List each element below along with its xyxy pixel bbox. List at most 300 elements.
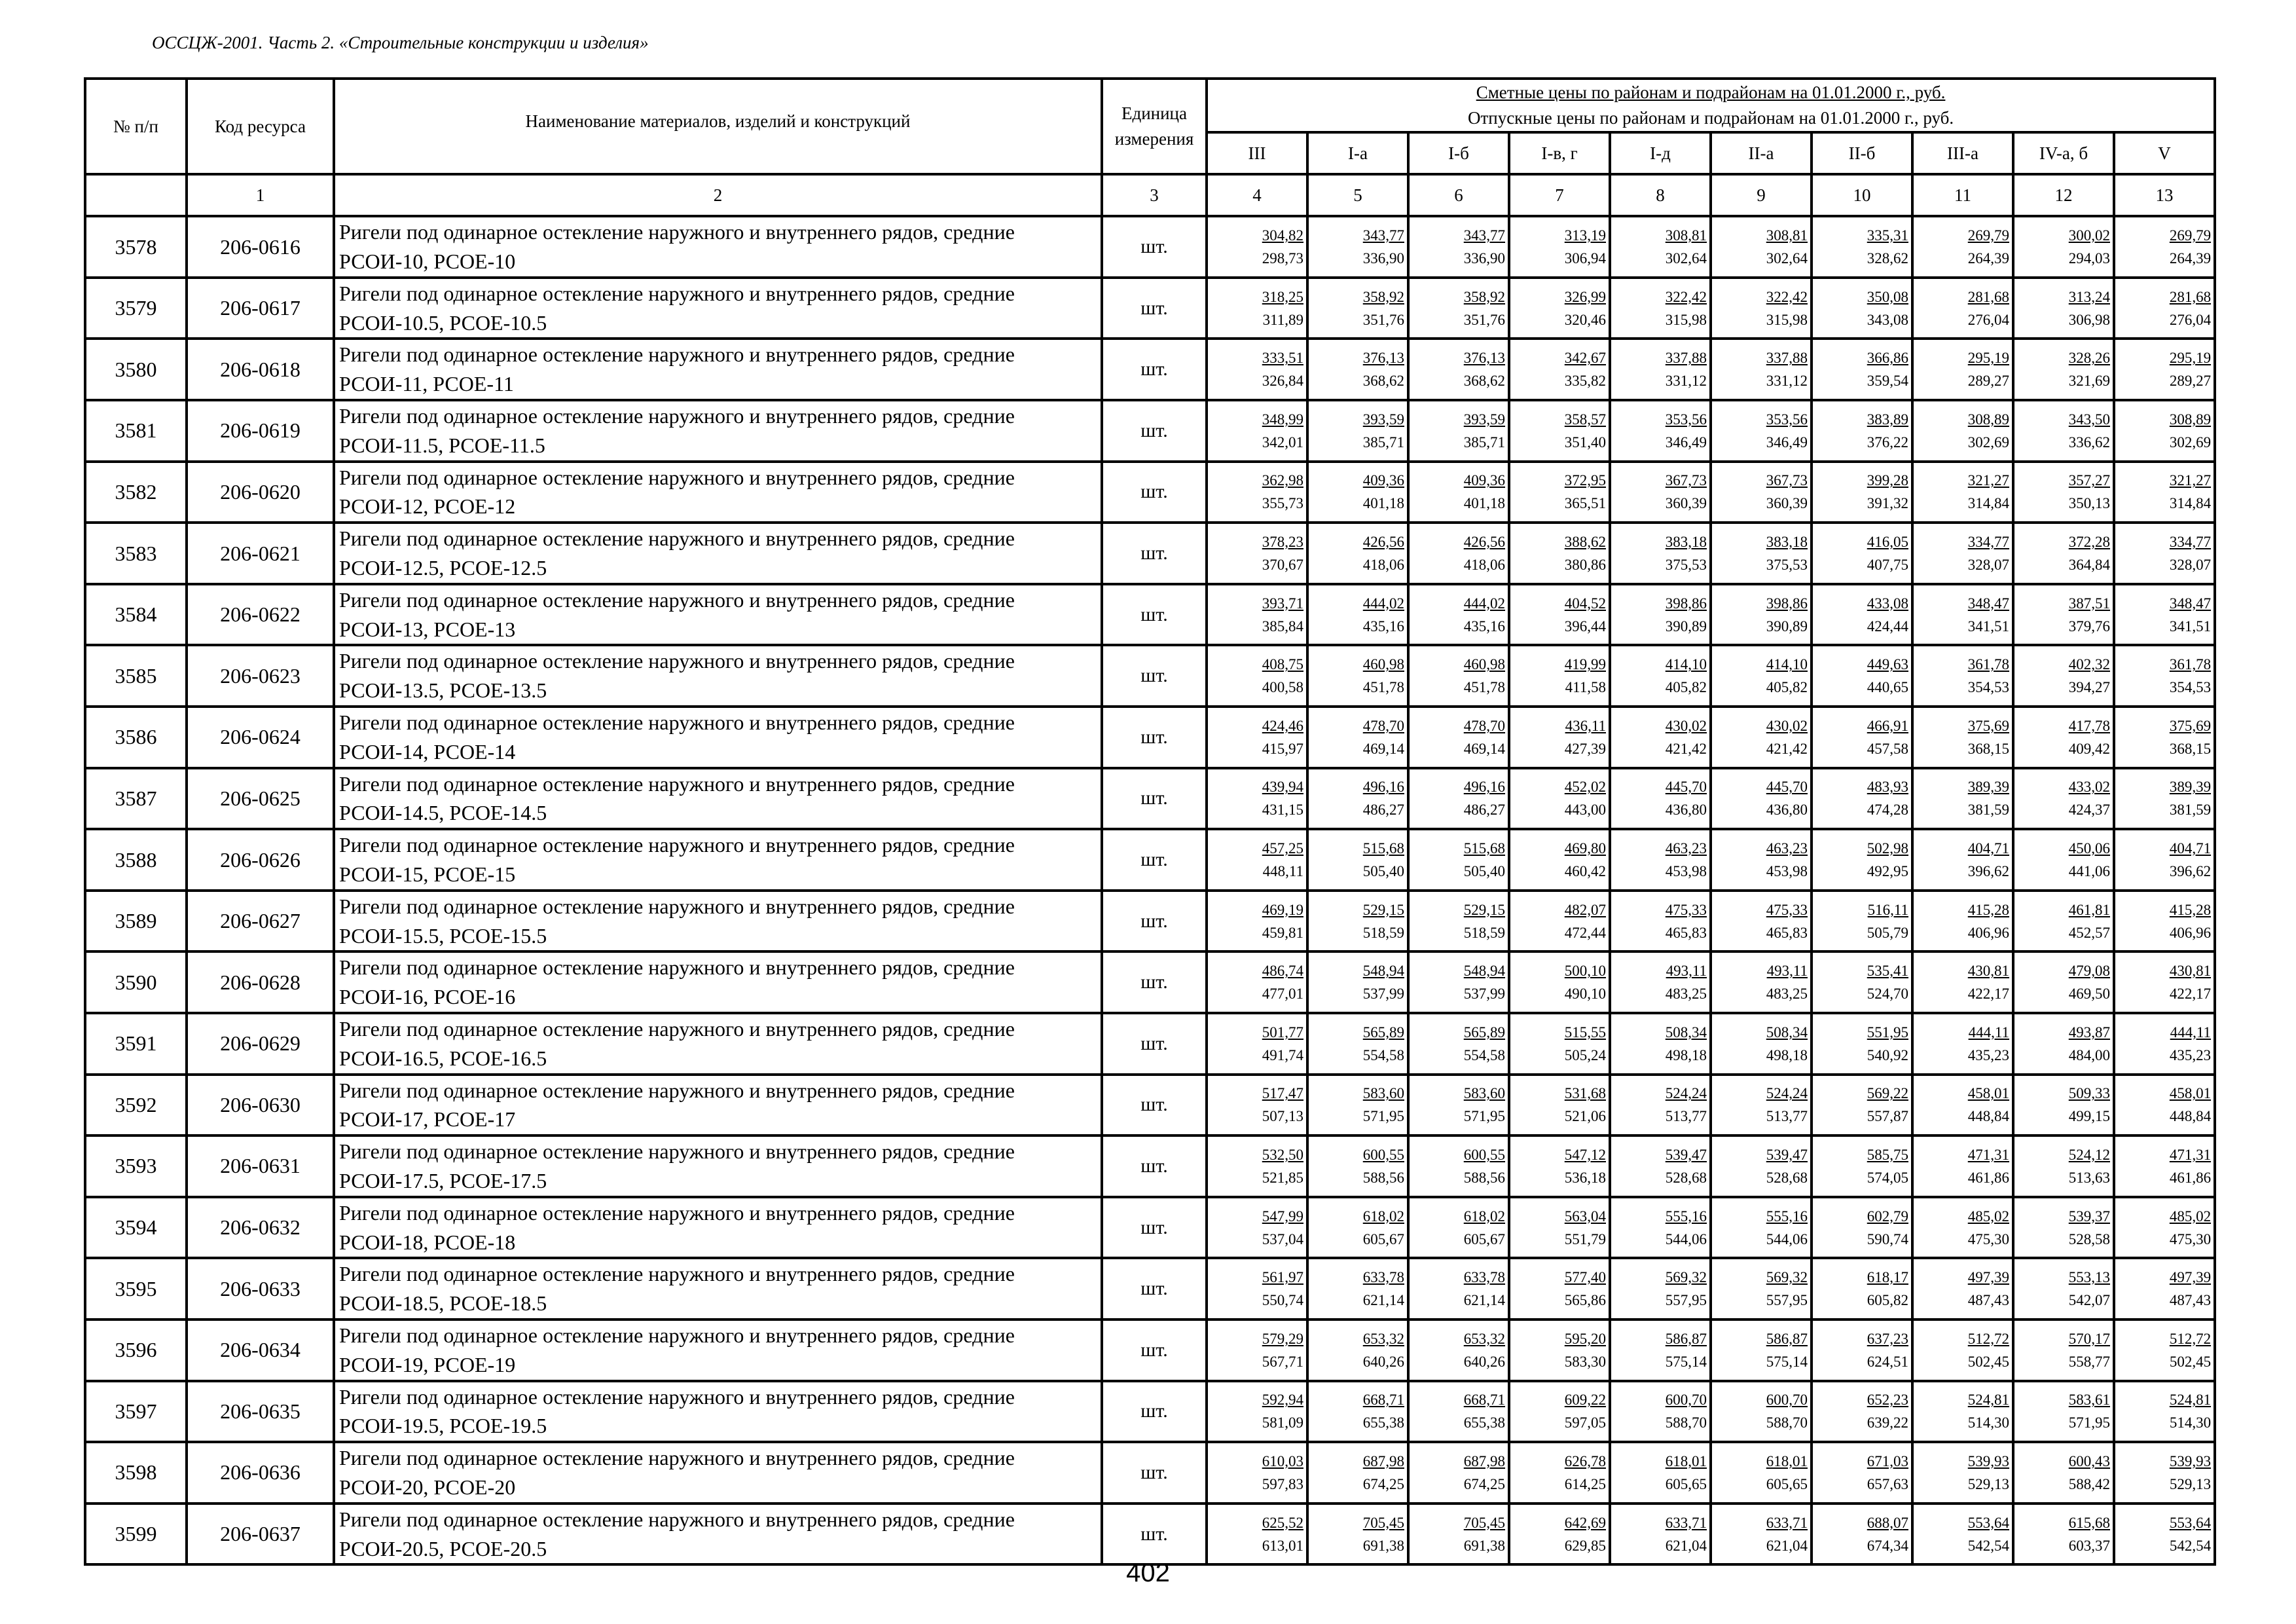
release-price: 376,22 bbox=[1867, 434, 1908, 451]
unit-of-measure: шт. bbox=[1102, 1075, 1207, 1136]
release-price: 605,65 bbox=[1665, 1475, 1707, 1492]
price-cell bbox=[1408, 1075, 1509, 1136]
estimate-price: 570,17 bbox=[2068, 1330, 2110, 1347]
estimate-price: 430,02 bbox=[1665, 717, 1707, 734]
release-price: 359,54 bbox=[1867, 373, 1908, 390]
estimate-price: 342,67 bbox=[1564, 350, 1606, 367]
release-price: 326,84 bbox=[1262, 373, 1303, 390]
estimate-price: 555,16 bbox=[1766, 1208, 1808, 1225]
release-price: 427,39 bbox=[1564, 740, 1606, 757]
resource-code: 206-0634 bbox=[187, 1320, 334, 1381]
estimate-price: 387,51 bbox=[2068, 595, 2110, 612]
price-cell bbox=[1812, 951, 1912, 1013]
release-price: 505,79 bbox=[1867, 924, 1908, 941]
estimate-price: 469,19 bbox=[1262, 901, 1303, 918]
price-cell bbox=[1408, 1442, 1509, 1504]
material-name: Ригели под одинарное остекление наружного и внутреннего рядов, средние РСОИ-19.5, РСОЕ-19.5 bbox=[334, 1381, 1102, 1443]
table-row bbox=[85, 216, 2215, 278]
estimate-price: 633,78 bbox=[1362, 1269, 1404, 1286]
release-price: 320,46 bbox=[1564, 311, 1606, 328]
price-cell bbox=[1912, 768, 2013, 830]
price-cell bbox=[1207, 462, 1307, 523]
table-row bbox=[85, 1442, 2215, 1504]
release-price: 528,58 bbox=[2068, 1230, 2110, 1247]
release-price: 674,25 bbox=[1362, 1475, 1404, 1492]
price-cell bbox=[1207, 523, 1307, 584]
release-price: 448,84 bbox=[1967, 1108, 2009, 1125]
price-cell bbox=[1509, 1320, 1610, 1381]
estimate-price: 637,23 bbox=[1867, 1330, 1908, 1347]
price-cell bbox=[1812, 278, 1912, 339]
release-price: 502,45 bbox=[1967, 1353, 2009, 1370]
row-number: 3584 bbox=[85, 584, 187, 646]
release-price: 518,59 bbox=[1362, 924, 1404, 941]
release-price: 314,84 bbox=[2169, 495, 2212, 512]
estimate-price: 362,98 bbox=[1262, 472, 1303, 489]
release-price: 457,58 bbox=[1867, 740, 1908, 757]
release-price: 311,89 bbox=[1262, 311, 1303, 328]
table-row bbox=[85, 278, 2215, 339]
price-cell bbox=[1408, 768, 1509, 830]
estimate-price: 524,81 bbox=[2169, 1392, 2212, 1409]
price-cell bbox=[1509, 339, 1610, 400]
release-price: 448,11 bbox=[1262, 863, 1303, 880]
price-cell bbox=[1207, 707, 1307, 768]
estimate-price: 458,01 bbox=[1967, 1085, 2009, 1102]
release-price: 306,94 bbox=[1564, 250, 1606, 267]
release-price: 422,17 bbox=[2169, 986, 2212, 1003]
release-price: 276,04 bbox=[1967, 311, 2009, 328]
price-cell bbox=[1912, 1075, 2013, 1136]
estimate-price: 609,22 bbox=[1564, 1392, 1606, 1409]
estimate-price: 457,25 bbox=[1262, 840, 1303, 857]
row-number: 3594 bbox=[85, 1197, 187, 1259]
price-cell bbox=[1912, 1135, 2013, 1197]
estimate-price: 486,74 bbox=[1262, 963, 1303, 980]
release-price: 629,85 bbox=[1564, 1537, 1606, 1554]
estimate-price: 524,24 bbox=[1766, 1085, 1808, 1102]
estimate-price: 583,60 bbox=[1463, 1085, 1505, 1102]
release-price: 691,38 bbox=[1362, 1537, 1404, 1554]
estimate-price: 705,45 bbox=[1362, 1514, 1404, 1531]
release-price: 328,07 bbox=[1967, 557, 2009, 574]
release-price: 474,28 bbox=[1867, 802, 1908, 819]
price-cell bbox=[1711, 1442, 1812, 1504]
price-cell bbox=[1408, 1135, 1509, 1197]
release-price: 302,64 bbox=[1766, 250, 1808, 267]
release-price: 557,87 bbox=[1867, 1108, 1908, 1125]
price-cell bbox=[1509, 1013, 1610, 1075]
price-cell bbox=[1912, 400, 2013, 462]
estimate-price: 348,47 bbox=[2169, 595, 2212, 612]
column-number: 1 bbox=[187, 174, 334, 216]
row-number: 3590 bbox=[85, 951, 187, 1013]
price-cell bbox=[1207, 278, 1307, 339]
price-cell bbox=[1711, 707, 1812, 768]
release-price: 396,44 bbox=[1564, 618, 1606, 635]
estimate-price: 409,36 bbox=[1362, 472, 1404, 489]
table-row bbox=[85, 1013, 2215, 1075]
price-cell bbox=[1610, 951, 1711, 1013]
estimate-price: 445,70 bbox=[1766, 779, 1808, 796]
price-cell bbox=[1711, 951, 1812, 1013]
estimate-price: 353,56 bbox=[1665, 411, 1707, 428]
estimate-price: 375,69 bbox=[2169, 717, 2212, 734]
release-price: 331,12 bbox=[1665, 373, 1707, 390]
table-row bbox=[85, 829, 2215, 891]
release-price: 491,74 bbox=[1262, 1046, 1303, 1063]
release-price: 469,14 bbox=[1362, 740, 1404, 757]
estimate-price: 653,32 bbox=[1362, 1330, 1404, 1347]
price-cell bbox=[2013, 1197, 2114, 1259]
region-header: III bbox=[1207, 132, 1307, 174]
table-row bbox=[85, 645, 2215, 707]
resource-code: 206-0616 bbox=[187, 216, 334, 278]
release-price: 368,62 bbox=[1463, 373, 1505, 390]
release-price: 424,37 bbox=[2068, 802, 2110, 819]
estimate-price: 408,75 bbox=[1262, 656, 1303, 673]
estimate-price: 600,70 bbox=[1766, 1392, 1808, 1409]
price-cell bbox=[1307, 1075, 1408, 1136]
unit-of-measure: шт. bbox=[1102, 462, 1207, 523]
material-name: Ригели под одинарное остекление наружного и внутреннего рядов, средние РСОИ-12.5, РСОЕ-12.5 bbox=[334, 523, 1102, 584]
release-price: 331,12 bbox=[1766, 373, 1808, 390]
estimate-price: 326,99 bbox=[1564, 288, 1606, 305]
price-cell bbox=[1509, 278, 1610, 339]
estimate-price: 321,27 bbox=[1967, 472, 2009, 489]
page-number: 402 bbox=[1126, 1559, 1170, 1587]
release-price: 364,84 bbox=[2068, 557, 2110, 574]
release-price: 605,67 bbox=[1362, 1230, 1404, 1247]
estimate-price: 321,27 bbox=[2169, 472, 2212, 489]
release-price: 571,95 bbox=[2068, 1414, 2110, 1431]
estimate-price: 463,23 bbox=[1766, 840, 1808, 857]
price-cell bbox=[1610, 891, 1711, 952]
price-cell bbox=[2013, 645, 2114, 707]
column-number: 5 bbox=[1307, 174, 1408, 216]
price-cell bbox=[2013, 951, 2114, 1013]
release-price: 346,49 bbox=[1766, 434, 1808, 451]
column-number: 2 bbox=[334, 174, 1102, 216]
release-price: 360,39 bbox=[1665, 495, 1707, 512]
table-row bbox=[85, 1320, 2215, 1381]
release-price: 691,38 bbox=[1463, 1537, 1505, 1554]
unit-of-measure: шт. bbox=[1102, 523, 1207, 584]
release-price: 557,95 bbox=[1766, 1292, 1808, 1309]
estimate-price: 402,32 bbox=[2068, 656, 2110, 673]
price-cell bbox=[2013, 1381, 2114, 1443]
release-price: 513,77 bbox=[1766, 1108, 1808, 1125]
price-cell bbox=[1812, 829, 1912, 891]
price-cell bbox=[2013, 1013, 2114, 1075]
material-name: Ригели под одинарное остекление наружного и внутреннего рядов, средние РСОИ-16.5, РСОЕ-16.5 bbox=[334, 1013, 1102, 1075]
column-number: 12 bbox=[2013, 174, 2114, 216]
price-cell bbox=[1711, 1258, 1812, 1320]
estimate-price: 366,86 bbox=[1867, 350, 1908, 367]
price-cell bbox=[1610, 645, 1711, 707]
column-number: 4 bbox=[1207, 174, 1307, 216]
release-price: 537,99 bbox=[1463, 986, 1505, 1003]
estimate-price: 398,86 bbox=[1766, 595, 1808, 612]
price-cell bbox=[1610, 584, 1711, 646]
release-price: 518,59 bbox=[1463, 924, 1505, 941]
resource-code: 206-0617 bbox=[187, 278, 334, 339]
release-price: 321,69 bbox=[2068, 373, 2110, 390]
price-cell bbox=[2114, 278, 2215, 339]
release-price: 674,25 bbox=[1463, 1475, 1505, 1492]
resource-code: 206-0635 bbox=[187, 1381, 334, 1443]
estimate-price: 461,81 bbox=[2068, 901, 2110, 918]
estimate-price: 433,02 bbox=[2068, 779, 2110, 796]
release-price: 571,95 bbox=[1362, 1108, 1404, 1125]
price-cell bbox=[1408, 1320, 1509, 1381]
estimate-price: 501,77 bbox=[1262, 1024, 1303, 1041]
estimate-price: 343,50 bbox=[2068, 411, 2110, 428]
estimate-price: 500,10 bbox=[1564, 963, 1606, 980]
estimate-price: 393,59 bbox=[1463, 411, 1505, 428]
estimate-price: 348,99 bbox=[1262, 411, 1303, 428]
price-cell bbox=[1610, 400, 1711, 462]
price-cell bbox=[1509, 829, 1610, 891]
price-cell bbox=[1307, 1258, 1408, 1320]
unit-of-measure: шт. bbox=[1102, 1504, 1207, 1565]
price-cell bbox=[1711, 1135, 1812, 1197]
price-cell bbox=[2114, 1075, 2215, 1136]
price-cell bbox=[1812, 1320, 1912, 1381]
price-cell bbox=[1509, 1135, 1610, 1197]
estimate-price: 642,69 bbox=[1564, 1514, 1606, 1531]
release-price: 406,96 bbox=[1967, 924, 2009, 941]
material-name: Ригели под одинарное остекление наружного и внутреннего рядов, средние РСОИ-10.5, РСОЕ-10.5 bbox=[334, 278, 1102, 339]
price-cell bbox=[2114, 1258, 2215, 1320]
estimate-price: 417,78 bbox=[2068, 717, 2110, 734]
estimate-price: 460,98 bbox=[1463, 656, 1505, 673]
price-cell bbox=[1812, 707, 1912, 768]
release-price: 514,30 bbox=[2169, 1414, 2212, 1431]
estimate-price: 633,78 bbox=[1463, 1269, 1505, 1286]
estimate-price: 515,68 bbox=[1463, 840, 1505, 857]
resource-code: 206-0619 bbox=[187, 400, 334, 462]
price-cell bbox=[1912, 584, 2013, 646]
estimate-price: 687,98 bbox=[1362, 1452, 1404, 1469]
price-cell bbox=[1912, 891, 2013, 952]
release-price: 621,04 bbox=[1665, 1537, 1707, 1554]
estimate-price: 439,94 bbox=[1262, 779, 1303, 796]
price-cell bbox=[1307, 1442, 1408, 1504]
unit-of-measure: шт. bbox=[1102, 951, 1207, 1013]
release-price: 424,44 bbox=[1867, 618, 1908, 635]
estimate-price: 295,19 bbox=[1967, 350, 2009, 367]
estimate-price: 398,86 bbox=[1665, 595, 1707, 612]
price-cell bbox=[2013, 523, 2114, 584]
release-price: 483,25 bbox=[1766, 986, 1808, 1003]
release-price: 380,86 bbox=[1564, 557, 1606, 574]
release-price: 505,40 bbox=[1362, 863, 1404, 880]
estimate-price: 458,01 bbox=[2169, 1085, 2212, 1102]
price-cell bbox=[1509, 1504, 1610, 1565]
price-cell bbox=[1912, 829, 2013, 891]
release-price: 605,67 bbox=[1463, 1230, 1505, 1247]
release-price: 537,04 bbox=[1262, 1230, 1303, 1247]
price-cell bbox=[1912, 1381, 2013, 1443]
release-price: 314,84 bbox=[1967, 495, 2009, 512]
price-cell bbox=[1408, 1197, 1509, 1259]
row-number: 3583 bbox=[85, 523, 187, 584]
release-price: 487,43 bbox=[2169, 1292, 2212, 1309]
estimate-price: 509,33 bbox=[2068, 1085, 2110, 1102]
price-cell bbox=[1408, 1258, 1509, 1320]
estimate-price: 376,13 bbox=[1362, 350, 1404, 367]
estimate-price: 367,73 bbox=[1766, 472, 1808, 489]
table-row bbox=[85, 768, 2215, 830]
row-number: 3595 bbox=[85, 1258, 187, 1320]
price-cell bbox=[1610, 216, 1711, 278]
price-cell bbox=[1912, 523, 2013, 584]
estimate-price: 688,07 bbox=[1867, 1514, 1908, 1531]
material-name: Ригели под одинарное остекление наружного и внутреннего рядов, средние РСОИ-17, РСОЕ-17 bbox=[334, 1075, 1102, 1136]
material-name: Ригели под одинарное остекление наружного и внутреннего рядов, средние РСОИ-17.5, РСОЕ-17.5 bbox=[334, 1135, 1102, 1197]
table-row bbox=[85, 707, 2215, 768]
estimate-price: 404,52 bbox=[1564, 595, 1606, 612]
estimate-price: 358,92 bbox=[1362, 288, 1404, 305]
price-cell bbox=[2114, 891, 2215, 952]
release-price: 346,49 bbox=[1665, 434, 1707, 451]
release-price: 315,98 bbox=[1665, 311, 1707, 328]
estimate-price: 337,88 bbox=[1766, 350, 1808, 367]
estimate-price: 705,45 bbox=[1463, 1514, 1505, 1531]
release-price: 354,53 bbox=[2169, 679, 2212, 696]
price-cell bbox=[1610, 1504, 1711, 1565]
estimate-price: 610,03 bbox=[1262, 1452, 1303, 1469]
price-cell bbox=[1207, 891, 1307, 952]
estimate-price: 547,12 bbox=[1564, 1146, 1606, 1163]
price-cell bbox=[1610, 1381, 1711, 1443]
estimate-price: 563,04 bbox=[1564, 1208, 1606, 1225]
column-number: 8 bbox=[1610, 174, 1711, 216]
release-price: 368,15 bbox=[2169, 740, 2212, 757]
column-number: 7 bbox=[1509, 174, 1610, 216]
release-price: 544,06 bbox=[1665, 1230, 1707, 1247]
release-price: 375,53 bbox=[1665, 557, 1707, 574]
release-price: 528,68 bbox=[1665, 1169, 1707, 1186]
release-price: 390,89 bbox=[1766, 618, 1808, 635]
estimate-price: 460,98 bbox=[1362, 656, 1404, 673]
price-cell bbox=[1408, 1504, 1509, 1565]
estimate-price: 586,87 bbox=[1766, 1330, 1808, 1347]
release-price: 436,80 bbox=[1665, 802, 1707, 819]
estimate-price: 569,32 bbox=[1665, 1269, 1707, 1286]
estimate-price: 383,18 bbox=[1665, 534, 1707, 551]
estimate-price: 516,11 bbox=[1867, 901, 1908, 918]
estimate-price: 652,23 bbox=[1867, 1392, 1908, 1409]
column-number: 13 bbox=[2114, 174, 2215, 216]
price-cell bbox=[1912, 1258, 2013, 1320]
release-price: 550,74 bbox=[1262, 1292, 1303, 1309]
price-cell bbox=[1711, 1320, 1812, 1381]
estimate-price: 524,12 bbox=[2068, 1146, 2110, 1163]
release-price: 379,76 bbox=[2068, 618, 2110, 635]
estimate-price: 687,98 bbox=[1463, 1452, 1505, 1469]
price-cell bbox=[2114, 1442, 2215, 1504]
price-cell bbox=[1912, 216, 2013, 278]
estimate-price: 393,71 bbox=[1262, 595, 1303, 612]
price-cell bbox=[1307, 1013, 1408, 1075]
release-price: 655,38 bbox=[1463, 1414, 1505, 1431]
estimate-price: 531,68 bbox=[1564, 1085, 1606, 1102]
release-price: 355,73 bbox=[1262, 495, 1303, 512]
price-cell bbox=[2114, 339, 2215, 400]
estimate-price: 337,88 bbox=[1665, 350, 1707, 367]
price-cell bbox=[1912, 462, 2013, 523]
release-price: 306,98 bbox=[2068, 311, 2110, 328]
estimate-price: 318,25 bbox=[1262, 288, 1303, 305]
table-row bbox=[85, 1381, 2215, 1443]
price-cell bbox=[1812, 645, 1912, 707]
estimate-price: 547,99 bbox=[1262, 1208, 1303, 1225]
estimate-price: 508,34 bbox=[1665, 1024, 1707, 1041]
estimate-price: 539,47 bbox=[1665, 1146, 1707, 1163]
estimate-price: 586,87 bbox=[1665, 1330, 1707, 1347]
estimate-price: 529,15 bbox=[1362, 901, 1404, 918]
price-cell bbox=[1207, 1504, 1307, 1565]
release-price: 475,30 bbox=[1967, 1230, 2009, 1247]
release-price: 554,58 bbox=[1463, 1046, 1505, 1063]
material-name: Ригели под одинарное остекление наружного и внутреннего рядов, средние РСОИ-19, РСОЕ-19 bbox=[334, 1320, 1102, 1381]
price-cell bbox=[2013, 216, 2114, 278]
unit-of-measure: шт. bbox=[1102, 829, 1207, 891]
price-cell bbox=[1509, 400, 1610, 462]
estimate-price: 497,39 bbox=[2169, 1269, 2212, 1286]
estimate-price: 618,02 bbox=[1362, 1208, 1404, 1225]
price-cell bbox=[2114, 1381, 2215, 1443]
estimate-price: 618,01 bbox=[1665, 1452, 1707, 1469]
estimate-price: 633,71 bbox=[1766, 1514, 1808, 1531]
price-cell bbox=[1610, 768, 1711, 830]
estimate-price: 308,81 bbox=[1766, 227, 1808, 244]
price-cell bbox=[1812, 1442, 1912, 1504]
estimate-price: 600,55 bbox=[1362, 1146, 1404, 1163]
price-cell bbox=[1912, 339, 2013, 400]
estimate-price: 415,28 bbox=[2169, 901, 2212, 918]
release-price: 351,40 bbox=[1564, 434, 1606, 451]
price-cell bbox=[1509, 951, 1610, 1013]
price-cell bbox=[2013, 1075, 2114, 1136]
release-price: 409,42 bbox=[2068, 740, 2110, 757]
price-cell bbox=[1307, 278, 1408, 339]
price-cell bbox=[1408, 1381, 1509, 1443]
estimate-price: 430,02 bbox=[1766, 717, 1808, 734]
estimate-price: 444,11 bbox=[1968, 1024, 2009, 1041]
estimate-price: 361,78 bbox=[1967, 656, 2009, 673]
header-price-smet: Сметные цены по районам и подрайонам на 01.01.2000 г., руб. bbox=[1476, 83, 1946, 102]
price-cell bbox=[1408, 951, 1509, 1013]
release-price: 351,76 bbox=[1463, 311, 1505, 328]
price-cell bbox=[2013, 400, 2114, 462]
estimate-price: 281,68 bbox=[1967, 288, 2009, 305]
price-cell bbox=[1408, 891, 1509, 952]
price-cell bbox=[1711, 339, 1812, 400]
price-cell bbox=[2114, 707, 2215, 768]
price-cell bbox=[1307, 1197, 1408, 1259]
price-cell bbox=[1711, 645, 1812, 707]
release-price: 461,86 bbox=[1967, 1169, 2009, 1186]
resource-code: 206-0629 bbox=[187, 1013, 334, 1075]
price-cell bbox=[2013, 462, 2114, 523]
resource-code: 206-0624 bbox=[187, 707, 334, 768]
estimate-price: 471,31 bbox=[2169, 1146, 2212, 1163]
estimate-price: 600,55 bbox=[1463, 1146, 1505, 1163]
estimate-price: 372,28 bbox=[2068, 534, 2110, 551]
